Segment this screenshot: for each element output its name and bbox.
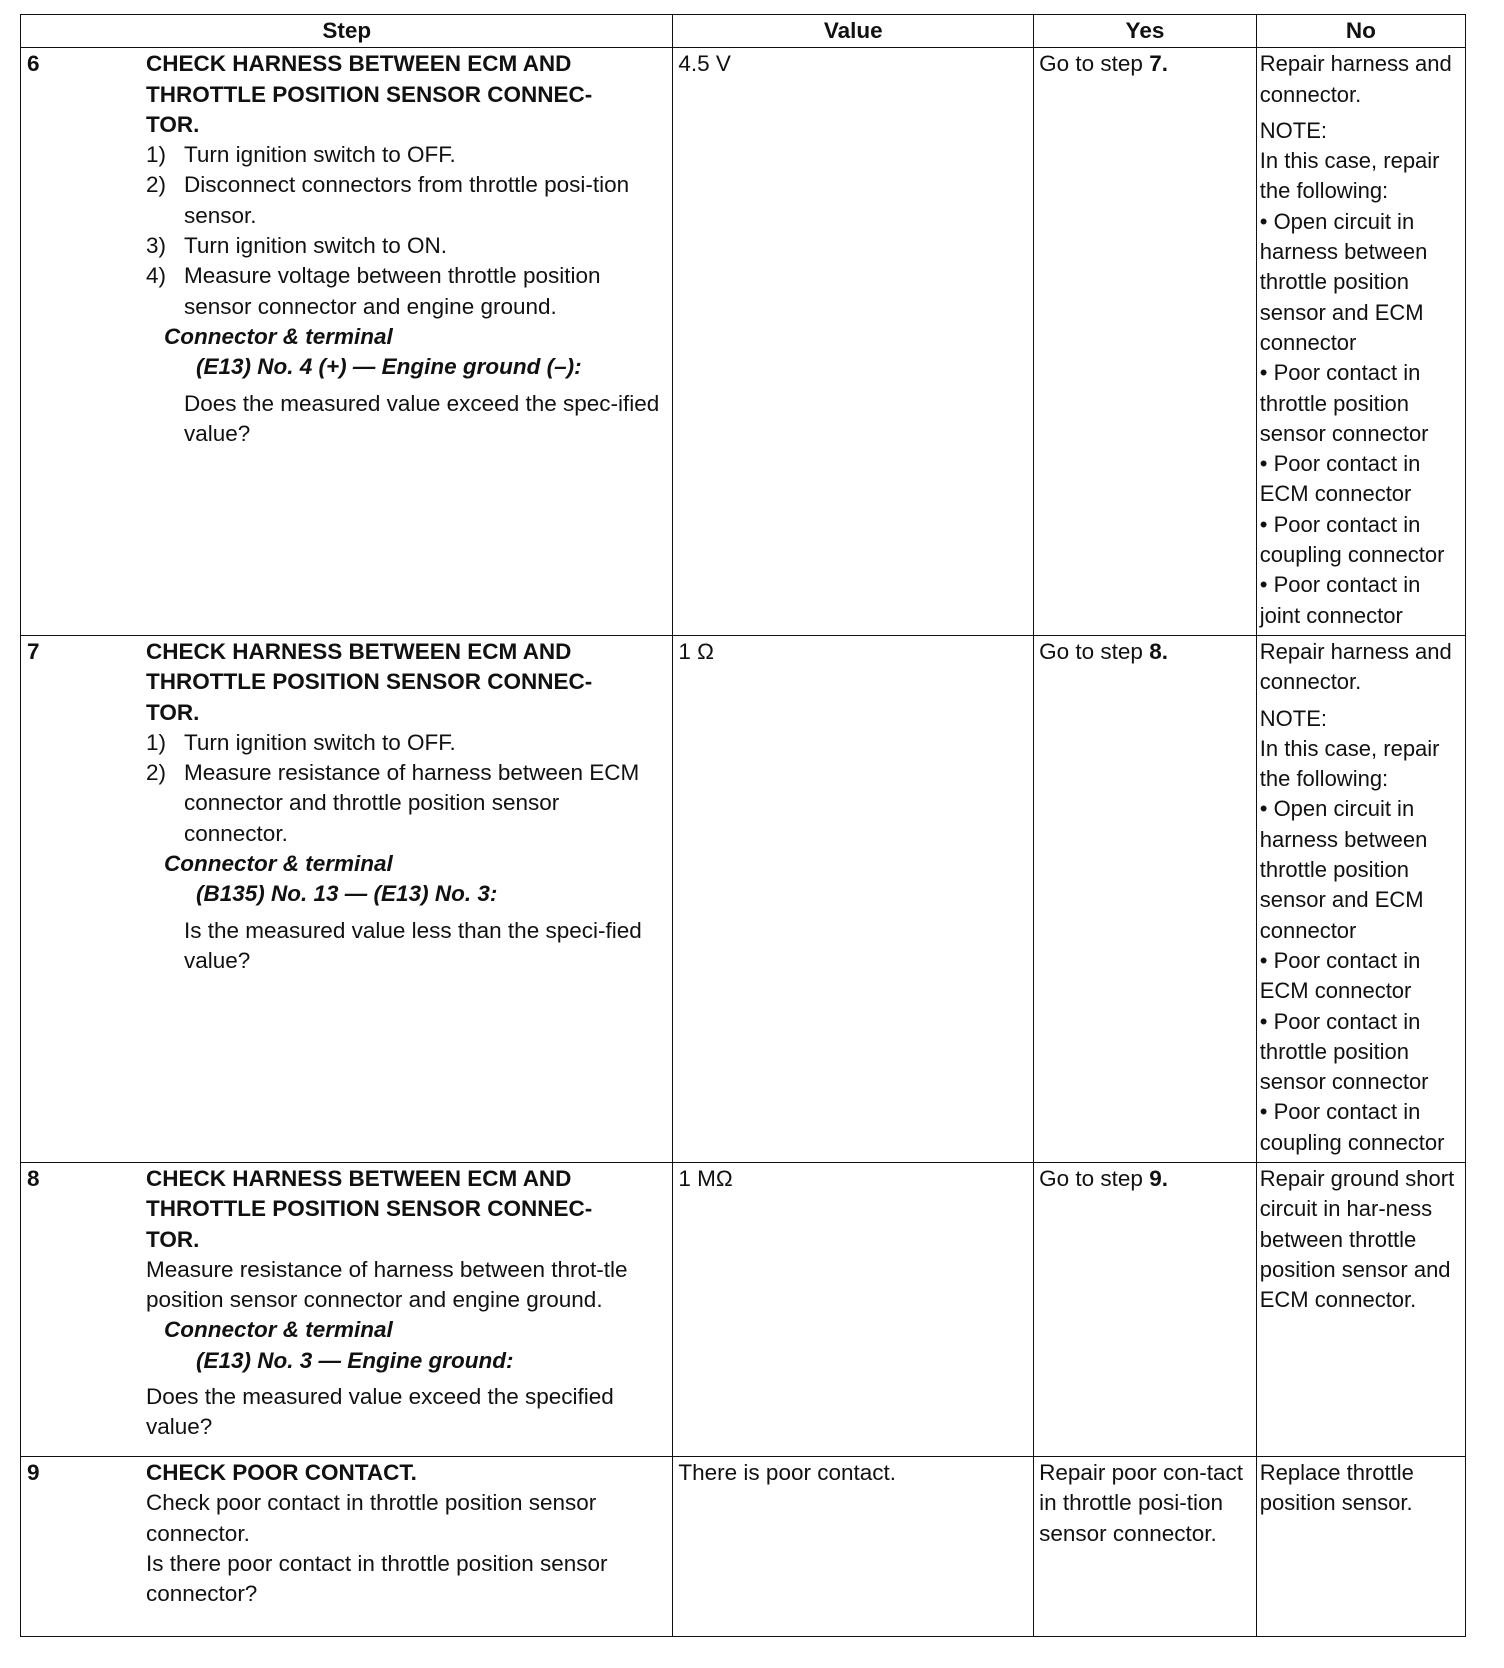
list-item: 1) Turn ignition switch to OFF. [146,142,456,168]
list-item: 1) Turn ignition switch to OFF. [146,729,456,755]
table-row-step-6 [21,48,1466,636]
note-intro: In this case, repair the following: [1259,148,1440,204]
step-title-line: THROTTLE POSITION SENSOR CONNEC- [146,669,593,695]
note-label: NOTE: [1259,117,1327,143]
table-row-step-7 [21,635,1466,1162]
note-bullet: • Poor contact in joint connector [1259,572,1421,628]
yes-cell: Repair poor con-tact in throttle posi-tion sensor connector. [1034,1456,1257,1636]
header-value: Value [673,15,1034,48]
step-title-line: CHECK HARNESS BETWEEN ECM AND [146,638,572,664]
list-item: 2) Measure resistance of harness between ECM connector and throttle position sensor connector. [146,760,640,846]
step-title [146,49,667,140]
table-header-row [21,15,1466,48]
no-cell [1256,1456,1465,1636]
step-title-line: TOR. [146,111,200,137]
step-cell [21,1456,673,1636]
step-text: Measure resistance of harness between throt-tle position sensor connector and engine ground. [146,1256,628,1313]
value-cell: 1 Ω [673,635,1034,1162]
note-intro: In this case, repair the following: [1259,735,1440,792]
no-cell [1256,48,1465,636]
step-number: 7 [27,638,40,664]
step-cell [21,48,673,636]
list-item: 3) Turn ignition switch to ON. [146,233,448,259]
terminal-spec: (E13) No. 3 — Engine ground: [196,1347,514,1373]
connector-label: Connector & terminal [164,323,393,349]
step-cell [21,1162,673,1456]
note-bullet: • Poor contact in ECM connector [1259,947,1421,1004]
diagnostic-table [20,14,1466,1637]
note-bullet: • Poor contact in ECM connector [1259,451,1421,507]
no-action: Repair ground short circuit in har-ness between throttle position sensor and ECM connector. [1259,1165,1455,1313]
step-title [146,1164,667,1255]
step-cell [21,635,673,1162]
step-title-line: TOR. [146,699,200,725]
note-bullet: • Poor contact in throttle position sensor connector [1259,1008,1429,1095]
troubleshooting-document [20,14,1466,1637]
step-title-line: CHECK POOR CONTACT. [146,1459,417,1485]
yes-cell: Go to step 8. [1034,635,1257,1162]
no-action: Repair harness and connector. [1259,638,1452,695]
step-question: Is there poor contact in throttle position sensor connector? [146,1550,608,1607]
step-title-line: CHECK HARNESS BETWEEN ECM AND [146,51,572,77]
terminal-spec: (E13) No. 4 (+) — Engine ground (–): [196,354,582,380]
yes-step-ref: 9. [1149,1165,1168,1191]
header-yes: Yes [1034,15,1257,48]
step-question: Does the measured value exceed the specified value? [146,1384,614,1440]
yes-step-ref: 8. [1149,638,1168,664]
header-no: No [1256,15,1465,48]
note-bullet: • Poor contact in throttle position sensor connector [1259,360,1429,446]
step-title-line: THROTTLE POSITION SENSOR CONNEC- [146,1196,593,1222]
step-number: 9 [27,1459,40,1485]
step-title-line: TOR. [146,1226,200,1252]
step-title [146,637,667,728]
note-bullet: • Poor contact in coupling connector [1259,1099,1445,1155]
step-number: 6 [27,51,40,77]
step-number: 8 [27,1165,40,1191]
connector-label: Connector & terminal [164,1317,393,1343]
list-item: 2) Disconnect connectors from throttle posi-tion sensor. [146,172,630,228]
connector-label: Connector & terminal [164,851,393,877]
yes-cell: Go to step 9. [1034,1162,1257,1456]
no-action: Replace throttle position sensor. [1259,1459,1414,1516]
step-title-line: THROTTLE POSITION SENSOR CONNEC- [146,81,593,107]
step-question: Is the measured value less than the speci-fied value? [184,917,642,973]
step-question: Does the measured value exceed the spec-ified value? [184,390,660,446]
terminal-spec: (B135) No. 13 — (E13) No. 3: [196,881,498,907]
no-action: Repair harness and connector. [1259,51,1452,107]
note-bullet: • Open circuit in harness between throttle position sensor and ECM connector [1259,208,1428,355]
note-bullet: • Poor contact in coupling connector [1259,511,1445,568]
header-step: Step [21,15,673,48]
no-cell [1256,1162,1465,1456]
yes-step-ref: 7. [1149,51,1168,77]
table-row-step-8 [21,1162,1466,1456]
value-cell: There is poor contact. [673,1456,1034,1636]
yes-cell: Go to step 7. [1034,48,1257,636]
value-cell: 1 MΩ [673,1162,1034,1456]
step-title-line: CHECK HARNESS BETWEEN ECM AND [146,1165,572,1191]
step-title [146,1458,667,1488]
value-cell: 4.5 V [673,48,1034,636]
step-text: Check poor contact in throttle position sensor connector. [146,1490,597,1546]
note-label: NOTE: [1259,705,1327,731]
table-row-step-9 [21,1456,1466,1636]
list-item: 4) Measure voltage between throttle position sensor connector and engine ground. [146,263,601,319]
note-bullet: • Open circuit in harness between throttle position sensor and ECM connector [1259,796,1428,943]
no-cell [1256,635,1465,1162]
